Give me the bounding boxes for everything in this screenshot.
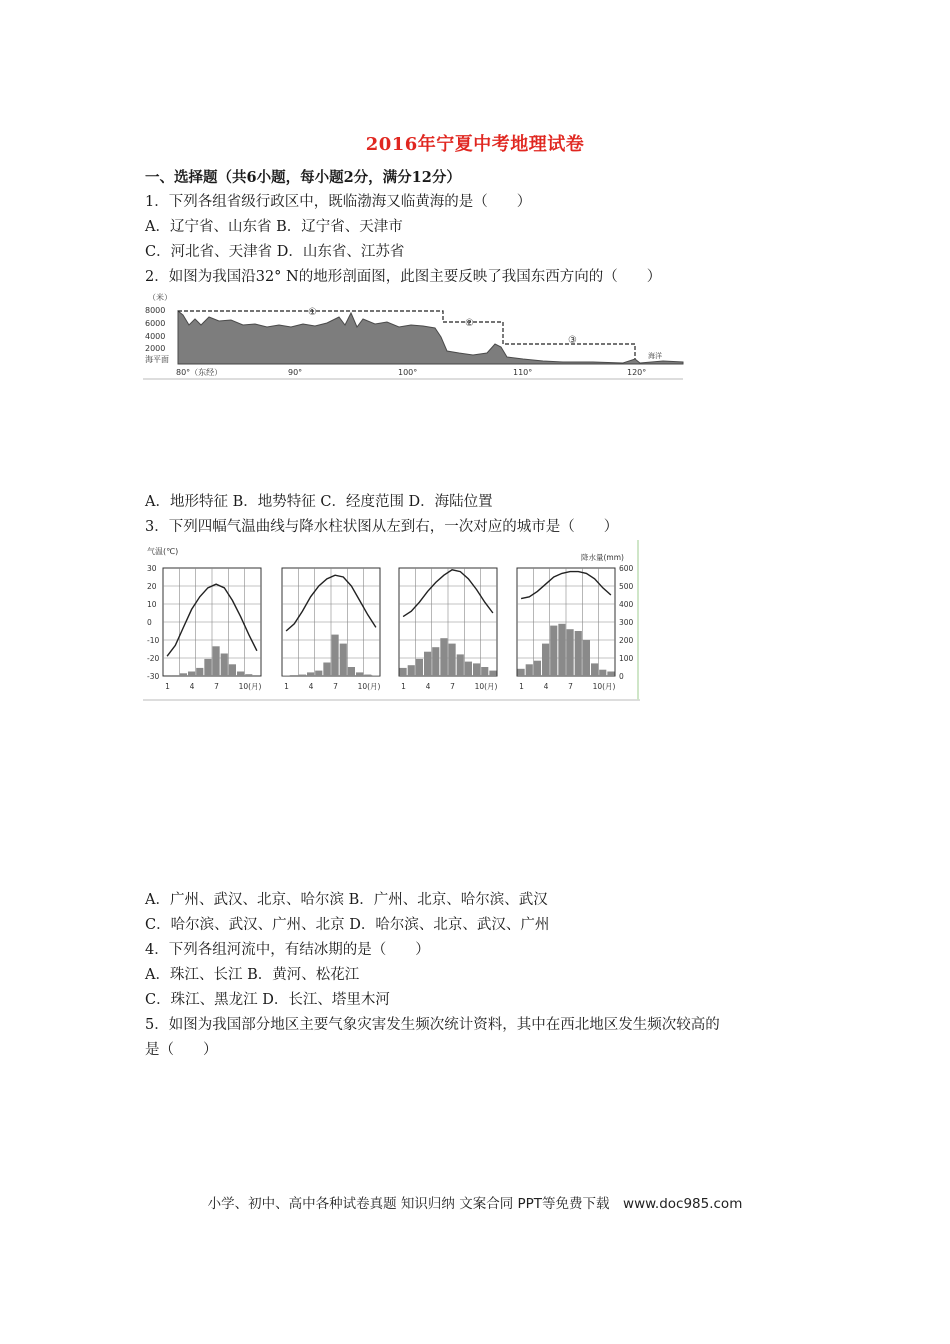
terrain-profile-figure: [143, 291, 685, 381]
precipitation-bar: [213, 646, 220, 676]
temperature-tick: 10: [147, 600, 157, 609]
month-tick: 1: [401, 682, 406, 691]
precipitation-bar: [356, 672, 363, 676]
month-tick: 4: [543, 682, 549, 691]
precipitation-bar: [364, 675, 371, 676]
q2-stem: 2．如图为我国沿32° N的地形剖面图，此图主要反映了我国东西方向的（ ）: [145, 269, 662, 285]
precipitation-bar: [518, 669, 525, 676]
q5-stem-continued: 是（ ）: [145, 1042, 218, 1058]
precipitation-bar: [550, 626, 557, 676]
precipitation-bar: [204, 659, 211, 676]
precipitation-bar: [449, 644, 456, 676]
precipitation-bar: [164, 675, 171, 676]
precipitation-bar: [237, 672, 244, 677]
q1-options-ab: A．辽宁省、山东省 B．辽宁省、天津市: [145, 219, 403, 235]
precipitation-bar: [340, 644, 347, 676]
precipitation-bar: [283, 675, 290, 676]
precipitation-tick: 400: [619, 600, 634, 609]
precipitation-bar: [416, 659, 423, 676]
ocean-label: 海洋: [648, 352, 662, 360]
climate-charts-figure: [143, 540, 640, 702]
month-tick: 10(月): [238, 682, 262, 691]
q3-stem: 3．下列四幅气温曲线与降水柱状图从左到右，一次对应的城市是（ ）: [145, 519, 619, 535]
precipitation-bar: [558, 624, 565, 676]
precipitation-bar: [299, 675, 306, 676]
precipitation-bar: [253, 675, 260, 676]
precipitation-bar: [408, 665, 415, 676]
step-label-1: ①: [308, 307, 317, 318]
month-tick: 10(月): [592, 682, 616, 691]
precipitation-bar: [465, 662, 472, 676]
terrain-profile-area: [178, 311, 683, 364]
temperature-tick: -30: [147, 672, 160, 681]
precipitation-bar: [534, 661, 541, 676]
precipitation-bar: [542, 644, 549, 676]
month-tick: 10(月): [357, 682, 381, 691]
precipitation-bar: [432, 647, 439, 676]
temperature-tick: -10: [147, 636, 160, 645]
temperature-tick: 30: [147, 564, 157, 573]
q1-options-cd: C．河北省、天津省 D．山东省、江苏省: [145, 244, 405, 260]
precipitation-tick: 100: [619, 654, 634, 663]
month-tick: 4: [425, 682, 431, 691]
month-tick: 7: [214, 682, 219, 691]
precipitation-bar: [473, 663, 480, 676]
climate-chart-4: [517, 568, 616, 691]
climate-chart-3: [399, 568, 498, 691]
precipitation-bar: [291, 675, 298, 676]
step-label-3: ③: [568, 335, 577, 346]
q3-options-cd: C．哈尔滨、武汉、广州、北京 D．哈尔滨、北京、武汉、广州: [145, 917, 550, 933]
month-tick: 1: [519, 682, 524, 691]
precipitation-bar: [188, 672, 195, 677]
q4-options-cd: C．珠江、黑龙江 D．长江、塔里木河: [145, 992, 390, 1008]
precipitation-bar: [400, 668, 407, 676]
temperature-axis-title: 气温(℃): [147, 547, 179, 556]
step-label-2: ②: [465, 318, 474, 329]
precipitation-bar: [307, 672, 314, 676]
precipitation-bar: [332, 635, 339, 676]
precipitation-tick: 500: [619, 582, 634, 591]
precipitation-axis-title: 降水量(mm): [581, 553, 624, 562]
temperature-tick: -20: [147, 654, 160, 663]
month-tick: 7: [333, 682, 338, 691]
climate-chart-2: [282, 568, 381, 691]
precipitation-bar: [315, 671, 322, 676]
q2-options: A．地形特征 B．地势特征 C．经度范围 D．海陆位置: [145, 494, 493, 510]
temperature-tick: 20: [147, 582, 157, 591]
precipitation-tick: 300: [619, 618, 634, 627]
precipitation-bar: [583, 640, 590, 676]
precipitation-bar: [221, 654, 228, 677]
precipitation-bar: [567, 629, 574, 676]
precipitation-bar: [575, 631, 582, 676]
precipitation-bar: [180, 673, 187, 676]
precipitation-bar: [591, 663, 598, 676]
precipitation-bar: [245, 674, 252, 676]
precipitation-bar: [599, 670, 606, 676]
y-unit-label: （米）: [148, 293, 172, 302]
precipitation-bar: [172, 675, 179, 676]
y-tick: 4000: [145, 332, 166, 341]
precipitation-tick: 200: [619, 636, 634, 645]
precipitation-bar: [457, 654, 464, 676]
climate-chart-1: [163, 568, 262, 691]
q4-stem: 4．下列各组河流中，有结冰期的是（ ）: [145, 942, 430, 958]
x-tick: 110°: [513, 368, 533, 377]
month-tick: 10(月): [474, 682, 498, 691]
precipitation-tick: 0: [619, 672, 624, 681]
precipitation-bar: [424, 652, 431, 676]
precipitation-bar: [323, 663, 330, 677]
page-title: 2016年宁夏中考地理试卷: [365, 134, 585, 155]
precipitation-bar: [481, 667, 488, 676]
q3-options-ab: A．广州、武汉、北京、哈尔滨 B．广州、北京、哈尔滨、武汉: [145, 892, 548, 908]
precipitation-bar: [348, 667, 355, 676]
month-tick: 4: [189, 682, 195, 691]
month-tick: 7: [568, 682, 573, 691]
month-tick: 1: [284, 682, 289, 691]
section-heading: 一、选择题（共6小题，每小题2分，满分12分）: [145, 169, 461, 186]
precipitation-bar: [229, 664, 236, 676]
sea-level-label: 海平面: [145, 355, 169, 364]
y-tick: 8000: [145, 306, 166, 315]
precipitation-bar: [440, 638, 447, 676]
x-tick: 90°: [288, 368, 303, 377]
y-tick: 6000: [145, 319, 166, 328]
precipitation-bar: [526, 664, 533, 676]
footer-text: 小学、初中、高中各种试卷真题 知识归纳 文案合同 PPT等免费下载 www.doc985.com: [207, 1196, 743, 1212]
precipitation-bar: [196, 668, 203, 676]
month-tick: 4: [308, 682, 314, 691]
precipitation-bar: [607, 672, 614, 677]
x-tick: 80°（东经）: [176, 368, 223, 377]
precipitation-tick: 600: [619, 564, 634, 573]
q5-stem: 5．如图为我国部分地区主要气象灾害发生频次统计资料，其中在西北地区发生频次较高的: [145, 1017, 720, 1033]
x-tick: 120°: [627, 368, 647, 377]
q1-stem: 1．下列各组省级行政区中，既临渤海又临黄海的是（ ）: [145, 194, 532, 210]
month-tick: 1: [165, 682, 170, 691]
precipitation-bar: [489, 671, 496, 676]
x-tick: 100°: [398, 368, 418, 377]
y-tick: 2000: [145, 344, 166, 353]
month-tick: 7: [450, 682, 455, 691]
q4-options-ab: A．珠江、长江 B．黄河、松花江: [145, 967, 360, 983]
temperature-tick: 0: [147, 618, 152, 627]
precipitation-bar: [372, 675, 379, 676]
